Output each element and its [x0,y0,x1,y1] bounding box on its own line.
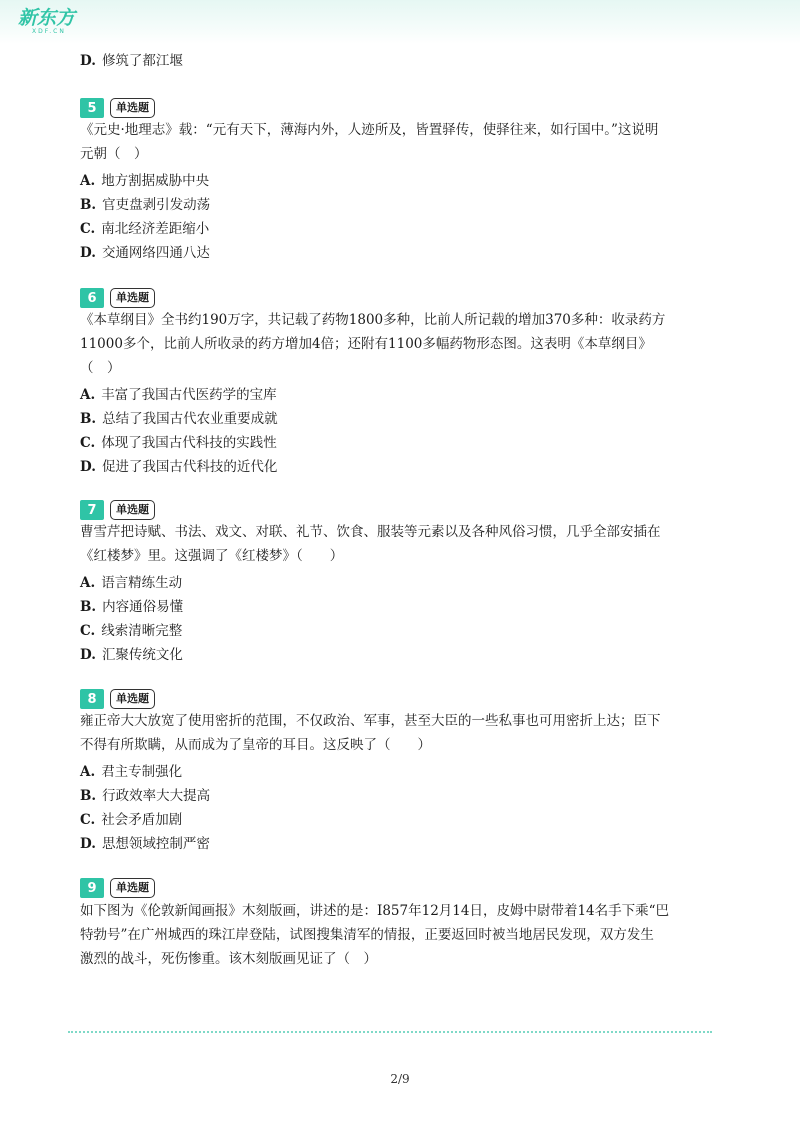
option-c[interactable] [80,434,277,452]
question-number: 5 [80,98,104,118]
question-type-badge: 单选题 [110,689,155,709]
question-header-9 [80,878,155,898]
question-stem-line: 特勃号”在广州城西的珠江岸登陆，试图搜集清军的情报，正要返回时被当地居民发现，双方发生 [80,927,654,943]
option-letter: C. [80,812,96,828]
brand-logo [18,8,88,42]
option-letter: C. [80,221,96,237]
option-c[interactable] [80,622,182,640]
option-text: 修筑了都江堰 [101,53,183,69]
option-text: 南北经济差距缩小 [101,221,210,237]
option-text: 线索清晰完整 [101,623,183,639]
question-stem-line: 11000多个，比前人所收录的药方增加4倍；还附有1100多幅药物形态图。这表明《本草纲目》 [80,336,652,352]
question-stem-line: 不得有所欺瞒，从而成为了皇帝的耳目。这反映了（ ） [80,737,431,753]
question-stem-line: 激烈的战斗，死伤惨重。该木刻版画见证了（ ） [80,951,377,967]
option-b[interactable] [80,598,183,616]
logo-subtext: XDF.CN [32,28,66,35]
logo-text: 新东方 [18,7,76,29]
question-type-badge: 单选题 [110,878,155,898]
option-text: 总结了我国古代农业重要成就 [102,411,278,427]
option-text: 社会矛盾加剧 [101,812,183,828]
option-text: 地方割据威胁中央 [101,173,210,189]
question-header-5 [80,98,155,118]
question-type-badge: 单选题 [110,500,155,520]
question-stem-line: 《元史·地理志》载：“元有天下，薄海内外，人迹所及，皆置驿传，使驿往来，如行国中。”这说明 [80,122,659,138]
question-header-8 [80,689,155,709]
option-letter: C. [80,623,96,639]
option-letter: D. [80,53,96,69]
option-text: 官吏盘剥引发动荡 [102,197,211,213]
option-letter: A. [80,575,96,591]
question-number: 9 [80,878,104,898]
option-letter: C. [80,435,96,451]
option-letter: A. [80,764,96,780]
option-d[interactable] [80,458,277,476]
option-letter: A. [80,387,96,403]
question-stem-line: （ ） [80,360,121,376]
question-stem-line: 《红楼梦》里。这强调了《红楼梦》（ ） [80,548,344,564]
question-stem-line: 《本草纲目》全书约190万字，共记载了药物1800多种，比前人所记载的增加370多种：收录药方 [80,312,666,328]
option-text: 思想领域控制严密 [101,836,210,852]
option-b[interactable] [80,196,210,214]
option-c[interactable] [80,220,209,238]
option-a[interactable] [80,172,209,190]
option-letter: D. [80,647,96,663]
question-number: 7 [80,500,104,520]
option-text: 汇聚传统文化 [101,647,183,663]
option-text: 内容通俗易懂 [102,599,184,615]
question-number: 6 [80,288,104,308]
option-letter: D. [80,836,96,852]
option-text: 丰富了我国古代医药学的宝库 [101,387,277,403]
option-text: 君主专制强化 [101,764,183,780]
option-b[interactable] [80,410,278,428]
option-a[interactable] [80,386,277,404]
option-b[interactable] [80,787,210,805]
option-c[interactable] [80,811,182,829]
question-number: 8 [80,689,104,709]
option-letter: A. [80,173,96,189]
question-header-7 [80,500,155,520]
question-stem-line: 如下图为《伦敦新闻画报》木刻版画，讲述的是：I857年12月14日，皮姆中尉带着14名手下乘“巴 [80,903,670,919]
question-stem-line: 元朝（ ） [80,146,148,162]
question-header-6 [80,288,155,308]
option-letter: B. [80,788,97,804]
header-band [0,0,800,44]
option-letter: D. [80,245,96,261]
option-text: 语言精练生动 [101,575,183,591]
option-a[interactable] [80,763,182,781]
option-text: 体现了我国古代科技的实践性 [101,435,277,451]
question-type-badge: 单选题 [110,288,155,308]
option-text: 交通网络四通八达 [101,245,210,261]
option-text: 促进了我国古代科技的近代化 [101,459,278,475]
option-d[interactable] [80,244,210,262]
option-d[interactable] [80,646,183,664]
option-letter: B. [80,599,97,615]
question-stem-line: 雍正帝大大放宽了使用密折的范围，不仅政治、军事，甚至大臣的一些私事也可用密折上达；臣下 [80,713,661,729]
footer-divider [68,1031,712,1033]
option-letter: B. [80,197,97,213]
option-letter: B. [80,411,97,427]
option-d[interactable] [80,835,210,853]
question-stem-line: 曹雪芹把诗赋、书法、戏文、对联、礼节、饮食、服装等元素以及各种风俗习惯，几乎全部安插在 [80,524,661,540]
option-a[interactable] [80,574,182,592]
option-text: 行政效率大大提高 [102,788,211,804]
page-number: 2/9 [390,1072,410,1086]
option-letter: D. [80,459,96,475]
option-d-prev[interactable] [80,52,183,70]
question-type-badge: 单选题 [110,98,155,118]
